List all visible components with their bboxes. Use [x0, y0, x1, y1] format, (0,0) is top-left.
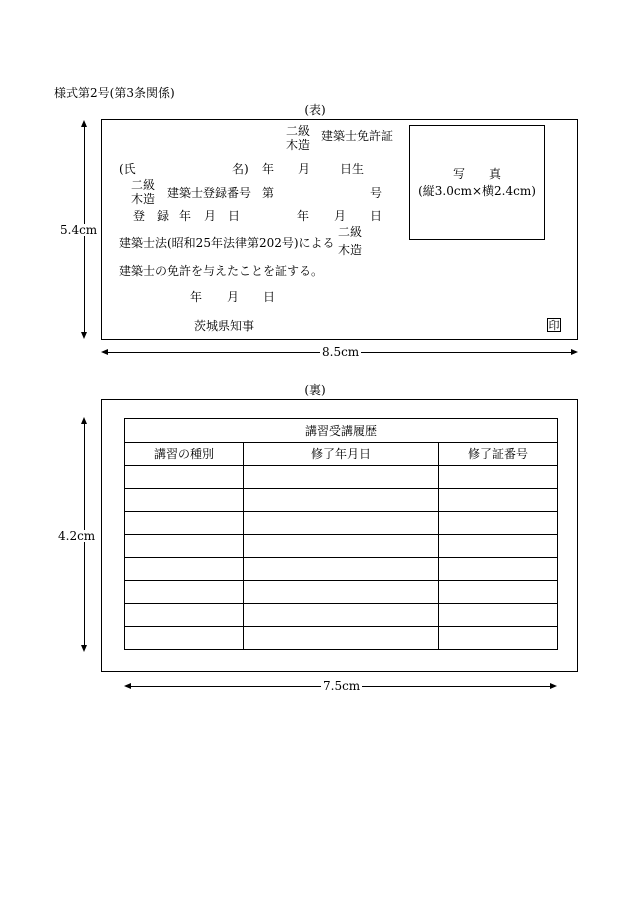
- history-header-row: [125, 443, 558, 466]
- name-close: 名): [232, 162, 249, 176]
- table-cell: [125, 627, 244, 650]
- table-cell: [125, 466, 244, 489]
- table-row: [125, 627, 558, 650]
- table-row: [125, 604, 558, 627]
- back-width-arrow-left-icon: [124, 683, 131, 689]
- issue-month: 月: [227, 290, 240, 304]
- history-title-row: [125, 419, 558, 443]
- reg2-month: 月: [334, 209, 347, 223]
- col-header-type: 講習の種別: [125, 443, 244, 466]
- table-row: [125, 489, 558, 512]
- grade-bottom: 木造: [285, 138, 310, 152]
- table-cell: [439, 466, 558, 489]
- back-height-label: 4.2cm: [58, 529, 96, 543]
- birth-day: 日生: [340, 162, 365, 176]
- table-cell: [125, 604, 244, 627]
- table-cell: [125, 581, 244, 604]
- front-grade-stack: [283, 124, 313, 152]
- reg2-year: 年: [297, 209, 310, 223]
- table-cell: [439, 604, 558, 627]
- table-row: [125, 466, 558, 489]
- reg-grade-top: 二級: [130, 178, 155, 192]
- table-cell: [244, 581, 439, 604]
- reg-go: 号: [370, 186, 383, 200]
- table-cell: [125, 489, 244, 512]
- reg-grade-bottom: 木造: [130, 192, 155, 206]
- front-height-label: 5.4cm: [60, 223, 98, 237]
- back-height-arrow-down-icon: [81, 645, 87, 652]
- reg2-day: 日: [370, 209, 383, 223]
- table-cell: [439, 535, 558, 558]
- issue-year: 年: [190, 290, 203, 304]
- name-open: (氏: [119, 162, 136, 176]
- table-cell: [244, 535, 439, 558]
- license-title: 建築士免許証: [321, 129, 394, 143]
- law-grade-stack: [335, 225, 365, 257]
- reg-month: 月: [204, 209, 217, 223]
- front-width-arrow-right-icon: [571, 349, 578, 355]
- table-cell: [125, 558, 244, 581]
- table-cell: [244, 466, 439, 489]
- grant-text: 建築士の免許を与えたことを証する。: [119, 264, 324, 278]
- form-title: 様式第2号(第3条関係): [54, 86, 175, 100]
- table-cell: [439, 627, 558, 650]
- photo-box: [409, 125, 545, 240]
- table-cell: [244, 604, 439, 627]
- back-width-arrow-right-icon: [550, 683, 557, 689]
- seal-mark: 印: [548, 319, 560, 332]
- front-width-label: 8.5cm: [322, 345, 360, 359]
- photo-size: (縦3.0cm×横2.4cm): [418, 184, 536, 198]
- history-table-title: 講習受講履歴: [125, 419, 558, 443]
- col-header-date: 修了年月日: [244, 443, 439, 466]
- law-grade-bottom: 木造: [337, 243, 362, 257]
- table-cell: [244, 627, 439, 650]
- reg-year: 年: [179, 209, 192, 223]
- issue-day: 日: [263, 290, 276, 304]
- birth-month: 月: [298, 162, 311, 176]
- table-row: [125, 581, 558, 604]
- table-cell: [439, 489, 558, 512]
- table-row: [125, 558, 558, 581]
- back-width-label: 7.5cm: [323, 679, 361, 693]
- table-row: [125, 535, 558, 558]
- reg-grade-stack: [128, 178, 158, 206]
- table-cell: [439, 512, 558, 535]
- reg-day: 日: [228, 209, 241, 223]
- back-side-label: (裏): [304, 383, 326, 397]
- front-width-arrow-left-icon: [101, 349, 108, 355]
- birth-year: 年: [262, 162, 275, 176]
- table-cell: [125, 535, 244, 558]
- front-height-arrow-down-icon: [81, 332, 87, 339]
- law-grade-top: 二級: [337, 225, 362, 239]
- table-cell: [244, 512, 439, 535]
- table-cell: [439, 581, 558, 604]
- photo-label: 写 真: [452, 167, 501, 181]
- front-side-label: (表): [304, 103, 326, 117]
- table-cell: [125, 512, 244, 535]
- table-row: [125, 512, 558, 535]
- reg-dai: 第: [262, 186, 275, 200]
- table-cell: [244, 558, 439, 581]
- reg-date-label: 登 録: [133, 209, 170, 223]
- issuer: 茨城県知事: [194, 319, 255, 333]
- table-cell: [439, 558, 558, 581]
- history-table: [124, 418, 558, 650]
- table-cell: [244, 489, 439, 512]
- col-header-cert: 修了証番号: [439, 443, 558, 466]
- law-text: 建築士法(昭和25年法律第202号)による: [119, 236, 335, 250]
- grade-top: 二級: [285, 124, 310, 138]
- reg-number-label: 建築士登録番号: [167, 186, 252, 200]
